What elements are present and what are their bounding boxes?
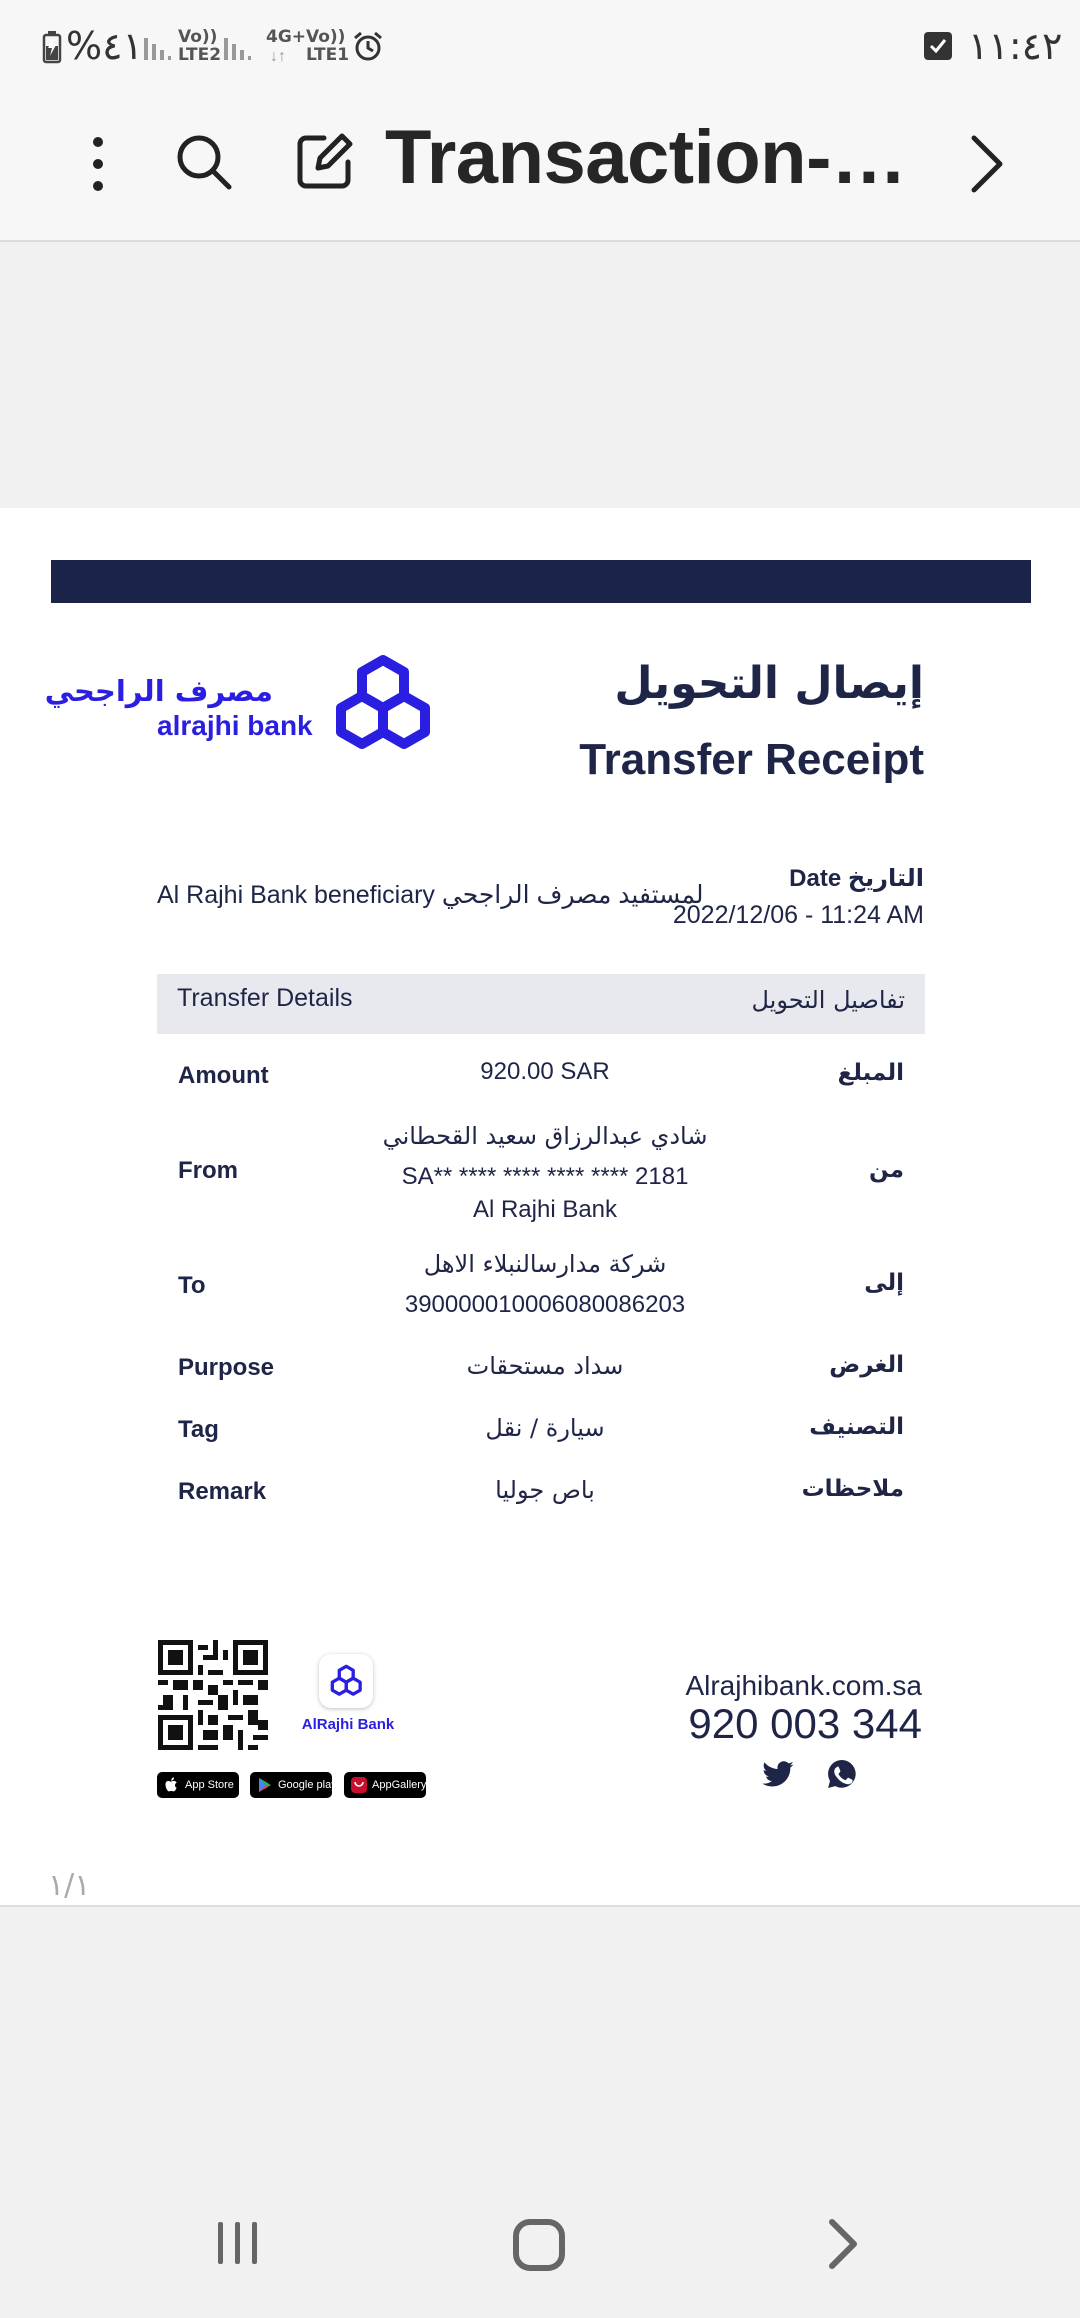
app-icon	[319, 1654, 373, 1708]
bank-name-ar: مصرف الراجحي	[44, 674, 273, 708]
receipt-title-ar: إيصال التحويل	[614, 658, 924, 709]
app-bar	[0, 92, 1080, 242]
bank-website: Alrajhibank.com.sa	[685, 1670, 922, 1701]
transfer-details-header	[157, 974, 925, 1034]
receipt-title-en: Transfer Receipt	[579, 735, 924, 784]
from-label-ar: من	[869, 1157, 904, 1183]
app-name: AlRajhi Bank	[301, 1716, 395, 1733]
app-store-label: App Store	[185, 1779, 234, 1791]
bank-name-en: alrajhi bank	[157, 710, 313, 741]
transfer-details-label-en: Transfer Details	[177, 984, 353, 1012]
amount-value: 920.00 SAR	[480, 1058, 610, 1085]
battery-icon	[42, 30, 62, 69]
signal-icon	[222, 32, 252, 67]
search-icon[interactable]	[174, 132, 234, 197]
signal-icon	[142, 32, 172, 67]
transfer-details-label-ar: تفاصيل التحويل	[751, 986, 905, 1014]
date-label: Date التاريخ	[789, 865, 924, 892]
tag-label-ar: التصنيف	[809, 1414, 904, 1440]
app-gallery-label: AppGallery	[372, 1779, 427, 1791]
checkbox-notification-icon	[923, 30, 953, 67]
twitter-icon	[761, 1760, 795, 1795]
purpose-value: سداد مستحقات	[466, 1352, 624, 1380]
sim2-label: Vo)) LTE1	[306, 27, 350, 65]
to-label-ar: إلى	[864, 1270, 904, 1296]
to-label: To	[178, 1272, 206, 1299]
app-gallery-badge[interactable]	[344, 1772, 426, 1798]
from-label: From	[178, 1157, 238, 1184]
network-type-label: 4G+	[266, 27, 307, 47]
whatsapp-icon	[826, 1758, 858, 1795]
recent-apps-button[interactable]	[214, 2218, 262, 2273]
sim1-label: Vo)) LTE2	[178, 27, 222, 65]
amount-label-ar: المبلغ	[837, 1060, 904, 1086]
status-bar	[0, 0, 1080, 92]
tag-value: سيارة / نقل	[485, 1414, 605, 1442]
from-iban: SA** **** **** **** **** 2181	[401, 1163, 689, 1190]
purpose-label-ar: الغرض	[829, 1352, 904, 1378]
page-number: ١/١	[48, 1868, 91, 1903]
purpose-label: Purpose	[178, 1354, 275, 1381]
alarm-icon	[352, 30, 384, 67]
bank-phone: 920 003 344	[688, 1700, 922, 1747]
more-options-icon[interactable]	[86, 134, 110, 199]
alrajhi-logo-icon	[330, 652, 436, 761]
date-value: 2022/12/06 - 11:24 AM	[672, 901, 924, 929]
edit-icon[interactable]	[294, 130, 356, 197]
clock: ١١:٤٢	[968, 24, 1063, 68]
beneficiary-type	[157, 880, 704, 910]
to-account: 390000010006080086203	[404, 1291, 686, 1318]
home-button[interactable]	[512, 2218, 568, 2279]
chevron-right-icon[interactable]	[966, 132, 1006, 201]
to-name: شركة مدارسالنبلاء الاهل	[423, 1250, 667, 1278]
from-name: شادي عبدالرزاق سعيد القحطاني	[382, 1122, 708, 1150]
document-title: Transaction-…	[385, 115, 907, 200]
battery-percent: %٤١	[66, 24, 143, 68]
viewer-background	[0, 242, 1080, 508]
remark-value: باص جوليا	[495, 1476, 595, 1504]
google-play-badge[interactable]	[250, 1772, 337, 1798]
qr-code	[158, 1640, 268, 1755]
tag-label: Tag	[178, 1416, 219, 1443]
header-band	[51, 560, 1031, 603]
back-button[interactable]	[826, 2216, 862, 2277]
data-arrows-icon: ↓↑	[270, 48, 286, 65]
google-play-label: Google play	[278, 1779, 337, 1791]
beneficiary-text: Al Rajhi Bank beneficiary لمستفيد مصرف الراجحي	[157, 881, 704, 909]
remark-label: Remark	[178, 1478, 267, 1505]
app-store-badge[interactable]	[157, 1772, 239, 1798]
amount-label: Amount	[178, 1062, 269, 1089]
from-bank: Al Rajhi Bank	[472, 1196, 618, 1223]
remark-label-ar: ملاحظات	[801, 1476, 904, 1502]
